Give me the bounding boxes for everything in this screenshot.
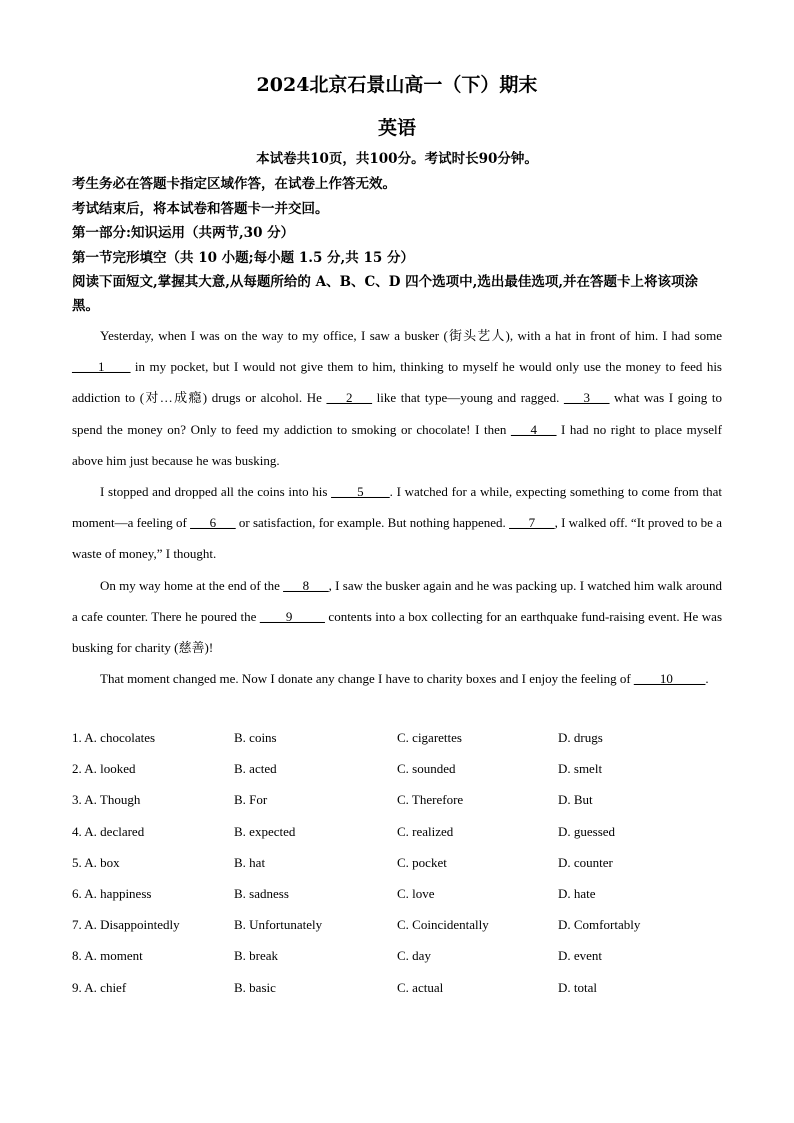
option-c: C. day	[397, 948, 431, 964]
exam-title: 2024北京石景山高一（下）期末	[256, 74, 538, 96]
option-d: D. But	[558, 792, 593, 808]
option-a: 5. A. box	[72, 854, 120, 870]
option-c: C. realized	[397, 823, 454, 839]
option-d: D. drugs	[558, 730, 603, 745]
option-row	[72, 790, 732, 821]
option-c: C. love	[397, 885, 435, 901]
option-c: C. pocket	[397, 854, 447, 870]
blank-3: ___3___	[563, 390, 610, 406]
subject-heading: 英语	[377, 117, 416, 139]
option-b: B. For	[234, 792, 268, 808]
option-d: D. event	[558, 948, 603, 964]
passage-paragraph	[72, 570, 722, 664]
blank-1: ____1____	[72, 359, 131, 375]
blank-2: ___2___	[326, 390, 373, 406]
blank-8: ___8___	[283, 577, 329, 593]
passage-text: contents into a box collecting for an earthquake fund-raising event. He was busking for charity (慈善)!	[72, 608, 723, 656]
exam-info: 本试卷共10页，共100分。考试时长90分钟。	[256, 151, 538, 167]
option-d: D. Comfortably	[558, 917, 641, 933]
option-b: B. coins	[234, 730, 277, 745]
option-b: B. Unfortunately	[234, 917, 323, 933]
passage-paragraph	[72, 476, 722, 570]
passage-text: Yesterday, when I was on the way to my office, I saw a busker (街头艺人), with a hat in front of him. I had some	[100, 328, 722, 343]
option-row	[72, 853, 732, 884]
passage-paragraph	[72, 320, 722, 476]
option-b: B. break	[234, 948, 279, 964]
passage-text: in my pocket, but I would not give them to him, thinking to myself he would only use the money to feed his addiction to (对…成瘾) drugs or alcohol. He	[72, 359, 722, 406]
passage-text: , I walked off. “It proved to be a waste of money,” I thought.	[72, 515, 722, 562]
option-c: C. actual	[397, 979, 444, 995]
blank-9: ____9_____	[259, 608, 325, 624]
blank-7: ___7___	[509, 515, 555, 531]
option-b: B. expected	[234, 823, 296, 839]
option-a: 3. A. Though	[72, 792, 141, 808]
option-d: D. total	[558, 979, 597, 995]
blank-10: ____10_____	[633, 671, 706, 687]
passage-text: That moment changed me. Now I donate any change I have to charity boxes and I enjoy the feeling of	[100, 671, 634, 687]
option-a: 4. A. declared	[72, 823, 145, 839]
passage-text: On my way home at the end of the	[100, 577, 284, 593]
passage-text: I stopped and dropped all the coins into his	[100, 484, 332, 500]
option-row	[72, 915, 732, 946]
cloze-passage	[72, 320, 722, 694]
option-a: 6. A. happiness	[72, 885, 152, 901]
instruction-text: 阅读下面短文,掌握其大意,从每题所给的 A、B、C、D 四个选项中,选出最佳选项,并在答题卡上将该项涂黑。	[72, 274, 699, 314]
passage-text: what was I going to spend the money on? Only to feed my addiction to smoking or chocolate! I then	[72, 390, 722, 437]
option-c: C. sounded	[397, 761, 456, 777]
passage-text: .	[705, 671, 709, 687]
option-d: D. guessed	[558, 823, 616, 839]
option-c: C. Therefore	[397, 792, 464, 808]
option-a: 1. A. chocolates	[72, 730, 156, 745]
option-a: 8. A. moment	[72, 948, 143, 964]
option-row	[72, 822, 732, 853]
option-d: D. counter	[558, 854, 613, 870]
passage-paragraph	[72, 663, 722, 694]
option-row	[72, 978, 732, 1009]
option-row	[72, 728, 732, 759]
option-row	[72, 946, 732, 977]
option-row	[72, 884, 732, 915]
blank-4: ___4___	[510, 421, 557, 437]
option-a: 9. A. chief	[72, 979, 127, 995]
note-answer-area: 考生务必在答题卡指定区域作答，在试卷上作答无效。	[72, 176, 396, 192]
option-a: 2. A. looked	[72, 761, 136, 777]
option-a: 7. A. Disappointedly	[72, 917, 180, 933]
blank-6: ___6___	[190, 515, 236, 531]
part-heading: 第一部分:知识运用（共两节,30 分）	[72, 225, 295, 241]
option-row	[72, 759, 732, 790]
passage-text: like that type—young and ragged.	[372, 390, 564, 406]
note-submit: 考试结束后，将本试卷和答题卡一并交回。	[72, 200, 329, 217]
option-c: C. cigarettes	[397, 730, 462, 745]
option-b: B. basic	[234, 979, 276, 995]
option-b: B. hat	[234, 854, 266, 870]
blank-5: ____5____	[331, 484, 390, 500]
passage-text: or satisfaction, for example. But nothing happened.	[235, 515, 510, 531]
option-d: D. smelt	[558, 761, 603, 777]
section-heading: 第一节完形填空（共 10 小题;每小题 1.5 分,共 15 分）	[72, 249, 414, 266]
option-b: B. acted	[234, 761, 277, 777]
passage-text: I had no right to place myself above him just because he was busking.	[72, 421, 722, 468]
option-d: D. hate	[558, 885, 596, 901]
passage-text: , I saw the busker again and he was packing up. I watched him walk around a cafe counter. There he poured the	[72, 577, 722, 624]
option-b: B. sadness	[234, 885, 289, 901]
option-c: C. Coincidentally	[397, 917, 489, 933]
answer-options	[72, 728, 732, 1009]
passage-text: . I watched for a while, expecting something to come from that moment—a feeling of	[72, 484, 722, 531]
exam-notes	[72, 172, 724, 318]
